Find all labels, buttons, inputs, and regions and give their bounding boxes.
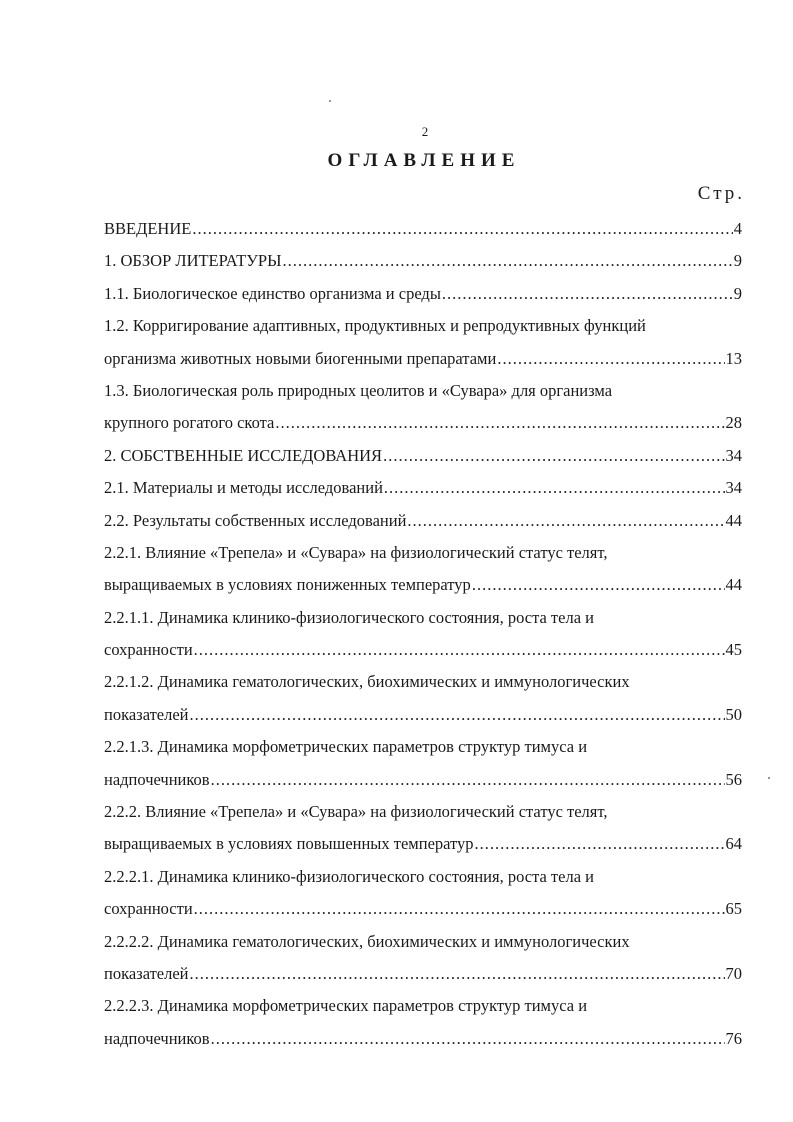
toc-entry-heading: 1.3. Биологическая роль природных цеолитов и «Сувара» для организма xyxy=(104,380,613,400)
toc-leader-dots xyxy=(194,893,725,925)
toc-entry-heading: 2.2.2.3. Динамика морфометрических параметров структур тимуса и xyxy=(104,996,588,1016)
toc-leader-dots xyxy=(472,569,725,601)
table-of-contents xyxy=(104,213,742,1055)
toc-entry[interactable] xyxy=(104,213,742,245)
toc-leader-dots xyxy=(190,958,725,990)
toc-entry[interactable] xyxy=(104,958,742,990)
toc-leader-dots xyxy=(283,245,733,277)
toc-entry-text: показателей xyxy=(104,704,189,724)
toc-leader-dots xyxy=(475,828,725,860)
toc-entry-text: 2. СОБСТВЕННЫЕ ИССЛЕДОВАНИЯ xyxy=(104,445,383,465)
toc-entry-heading: 2.2.1. Влияние «Трепела» и «Сувара» на физиологический статус телят, xyxy=(104,542,608,562)
toc-entry-text: выращиваемых в условиях пониженных температур xyxy=(104,575,471,595)
toc-entry-heading: 2.2.1.2. Динамика гематологических, биохимических и иммунологических xyxy=(104,672,630,692)
toc-entry[interactable] xyxy=(104,440,742,472)
toc-entry-heading: 2.2.1.1. Динамика клинико-физиологического состояния, роста тела и xyxy=(104,607,594,627)
toc-leader-dots xyxy=(190,699,725,731)
toc-entry-text: ВВЕДЕНИЕ xyxy=(104,219,192,238)
toc-page-number: 13 xyxy=(725,348,742,368)
page-number: 2 xyxy=(421,124,429,139)
toc-page-number: 9 xyxy=(733,283,742,303)
toc-leader-dots xyxy=(275,407,724,439)
toc-entry-heading: 2.2.2.2. Динамика гематологических, биохимических и иммунологических xyxy=(104,931,630,951)
toc-page-number: 44 xyxy=(725,575,742,595)
toc-entry-text: организма животных новыми биогенными препаратами xyxy=(104,348,497,368)
toc-entry-text: 2.1. Материалы и методы исследований xyxy=(104,478,383,498)
toc-page-number: 45 xyxy=(725,640,742,660)
toc-entry-text: надпочечников xyxy=(104,1028,210,1048)
toc-entry[interactable] xyxy=(104,472,742,504)
toc-entry-text: сохранности xyxy=(104,640,193,660)
toc-entry[interactable] xyxy=(104,343,742,375)
toc-page-number: 56 xyxy=(725,769,742,789)
toc-entry[interactable] xyxy=(104,764,742,796)
toc-page-number: 4 xyxy=(733,219,742,238)
toc-leader-dots xyxy=(383,440,724,472)
toc-page-number: 28 xyxy=(725,413,742,433)
toc-entry-text: 1.1. Биологическое единство организма и среды xyxy=(104,283,441,303)
toc-leader-dots xyxy=(211,1023,725,1055)
toc-entry[interactable] xyxy=(104,699,742,731)
toc-entry[interactable] xyxy=(104,893,742,925)
toc-entry[interactable] xyxy=(104,569,742,601)
toc-entry[interactable] xyxy=(104,634,742,666)
toc-page-number: 64 xyxy=(725,834,742,854)
toc-page-number: 65 xyxy=(725,899,742,919)
toc-entry[interactable] xyxy=(104,278,742,310)
toc-entry-text: сохранности xyxy=(104,899,193,919)
scan-speck xyxy=(768,777,770,779)
toc-entry-heading: 1.2. Корригирование адаптивных, продуктивных и репродуктивных функций xyxy=(104,316,646,336)
toc-entry[interactable] xyxy=(104,505,742,537)
toc-entry-heading: 2.2.2.1. Динамика клинико-физиологического состояния, роста тела и xyxy=(104,866,594,886)
toc-entry[interactable] xyxy=(104,407,742,439)
page-title: ОГЛАВЛЕНИЕ xyxy=(327,150,521,171)
toc-page-number: 34 xyxy=(725,478,742,498)
toc-leader-dots xyxy=(384,472,725,504)
toc-entry[interactable] xyxy=(104,828,742,860)
toc-page-number: 76 xyxy=(725,1028,742,1048)
toc-entry-text: надпочечников xyxy=(104,769,210,789)
toc-entry[interactable] xyxy=(104,245,742,277)
toc-page-number: 50 xyxy=(725,704,742,724)
toc-leader-dots xyxy=(497,343,724,375)
toc-page-number: 9 xyxy=(733,251,742,271)
page-column-label: Стр. xyxy=(697,183,745,204)
toc-entry-text: 1. ОБЗОР ЛИТЕРАТУРЫ xyxy=(104,251,282,271)
toc-entry-text: 2.2. Результаты собственных исследований xyxy=(104,510,407,530)
toc-leader-dots xyxy=(407,505,724,537)
toc-leader-dots xyxy=(194,634,725,666)
toc-page-number: 34 xyxy=(725,445,742,465)
toc-leader-dots xyxy=(192,213,732,245)
toc-page-number: 44 xyxy=(725,510,742,530)
toc-page-number: 70 xyxy=(725,963,742,983)
toc-entry-heading: 2.2.1.3. Динамика морфометрических параметров структур тимуса и xyxy=(104,737,588,757)
toc-entry-text: выращиваемых в условиях повышенных температур xyxy=(104,834,474,854)
toc-entry[interactable] xyxy=(104,1023,742,1055)
toc-leader-dots xyxy=(211,764,725,796)
toc-entry-text: крупного рогатого скота xyxy=(104,413,275,433)
toc-entry-text: показателей xyxy=(104,963,189,983)
toc-leader-dots xyxy=(442,278,733,310)
toc-entry-heading: 2.2.2. Влияние «Трепела» и «Сувара» на физиологический статус телят, xyxy=(104,802,608,822)
scan-speck xyxy=(329,100,331,102)
